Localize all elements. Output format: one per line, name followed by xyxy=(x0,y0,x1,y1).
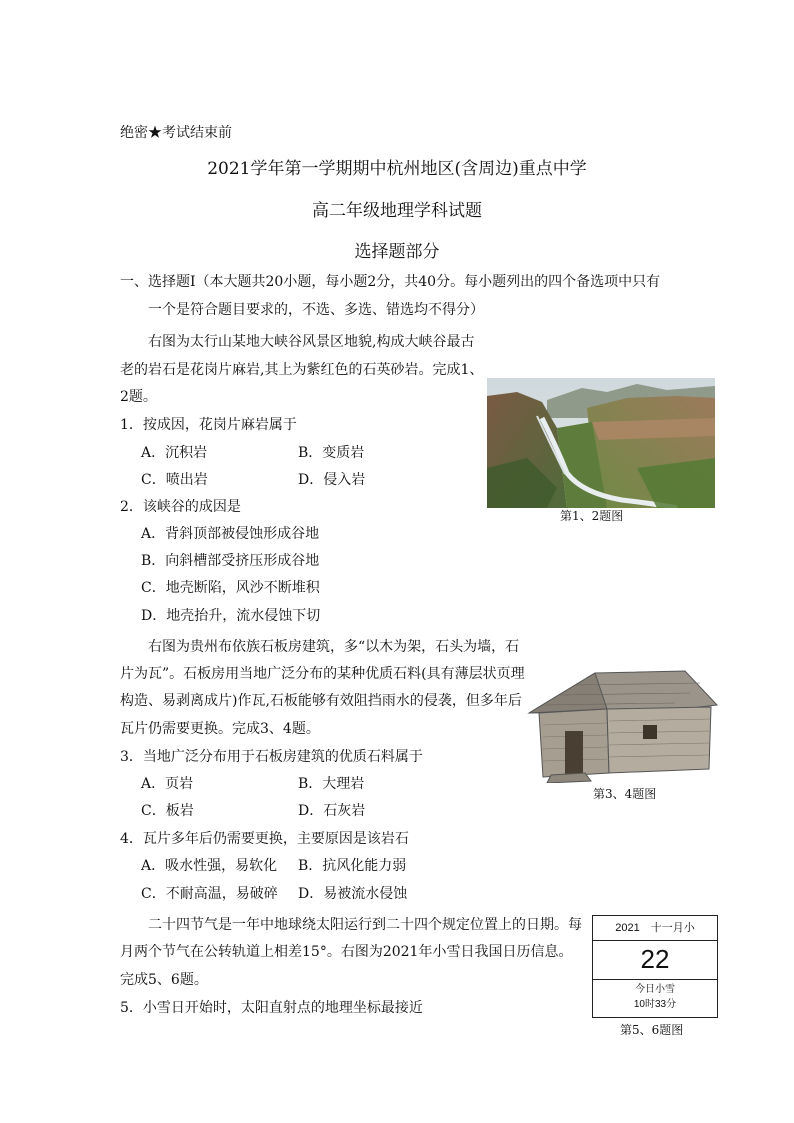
group2-intro-line-3: 构造、易剥离成片)作瓦,石板能够有效阻挡雨水的侵袭，但多年后 xyxy=(120,693,522,709)
group2-intro-line-1: 右图为贵州布依族石板房建筑，多“以木为架，石头为墙，石 xyxy=(148,639,520,655)
section-title: 选择题部分 xyxy=(354,242,440,262)
q4-option-c[interactable]: C．不耐高温，易破碎 xyxy=(141,886,278,902)
q3-option-d[interactable]: D．石灰岩 xyxy=(298,803,366,819)
exam-title: 2021学年第一学期期中杭州地区(含周边)重点中学 xyxy=(207,159,587,179)
group3-figure-caption: 第5、6题图 xyxy=(620,1023,684,1037)
q5-stem: 5．小雪日开始时，太阳直射点的地理坐标最接近 xyxy=(120,1000,423,1016)
q1-option-b[interactable]: B．变质岩 xyxy=(298,445,365,461)
stone-house-photo xyxy=(525,665,721,783)
group2-intro-line-4: 瓦片仍需要更换。完成3、4题。 xyxy=(120,721,320,737)
q4-option-a[interactable]: A．吸水性强，易软化 xyxy=(141,858,278,874)
group1-intro-line-1: 右图为太行山某地大峡谷风景区地貌,构成大峡谷最古 xyxy=(148,334,475,350)
q3-option-b[interactable]: B．大理岩 xyxy=(298,776,365,792)
calendar-time: 10时33分 xyxy=(633,999,677,1010)
exam-subtitle: 高二年级地理学科试题 xyxy=(312,201,482,221)
calendar-day: 22 xyxy=(640,944,670,974)
q1-stem: 1．按成因，花岗片麻岩属于 xyxy=(120,417,297,433)
group1-intro-line-2: 老的岩石是花岗片麻岩,其上为紫红色的石英砂岩。完成1、 xyxy=(120,362,484,378)
q1-option-a[interactable]: A．沉积岩 xyxy=(141,445,208,461)
group3-intro-line-2: 月两个节气在公转轨道上相差15°。右图为2021年小雪日我国日历信息。 xyxy=(120,944,573,960)
group1-figure-caption: 第1、2题图 xyxy=(560,509,624,523)
q3-option-c[interactable]: C．板岩 xyxy=(141,803,194,819)
q1-option-c[interactable]: C．喷出岩 xyxy=(141,472,208,488)
calendar-widget xyxy=(592,915,718,1018)
instructions-line-2: 一个是符合题目要求的，不选、多选、错选均不得分） xyxy=(148,302,484,318)
q4-option-b[interactable]: B．抗风化能力弱 xyxy=(298,858,407,874)
confidential-mark: 绝密★考试结束前 xyxy=(120,125,232,141)
q2-option-a[interactable]: A．背斜顶部被侵蚀形成谷地 xyxy=(141,526,320,542)
q4-stem: 4．瓦片多年后仍需要更换，主要原因是该岩石 xyxy=(120,831,409,847)
calendar-divider xyxy=(593,979,717,980)
group1-intro-line-3: 2题。 xyxy=(120,389,157,405)
group3-intro-line-1: 二十四节气是一年中地球绕太阳运行到二十四个规定位置上的日期。每 xyxy=(148,917,582,933)
group2-intro-line-2: 片为瓦”。石板房用当地广泛分布的某种优质石料(具有薄层状页理 xyxy=(120,666,525,682)
calendar-solar-term: 今日小雪 xyxy=(635,984,675,995)
calendar-header: 2021 十一月小 xyxy=(593,916,717,941)
q2-option-c[interactable]: C．地壳断陷，风沙不断堆积 xyxy=(141,580,320,596)
q1-option-d[interactable]: D．侵入岩 xyxy=(298,472,366,488)
canyon-photo xyxy=(487,378,715,508)
q4-option-d[interactable]: D．易被流水侵蚀 xyxy=(298,886,408,902)
q2-stem: 2．该峡谷的成因是 xyxy=(120,499,241,515)
group2-figure-caption: 第3、4题图 xyxy=(593,787,657,801)
group3-intro-line-3: 完成5、6题。 xyxy=(120,972,208,988)
instructions-line-1: 一、选择题Ⅰ（本大题共20小题，每小题2分，共40分。每小题列出的四个备选项中只有 xyxy=(120,274,661,290)
q2-option-b[interactable]: B．向斜槽部受挤压形成谷地 xyxy=(141,553,320,569)
q2-option-d[interactable]: D．地壳抬升，流水侵蚀下切 xyxy=(141,608,321,624)
q3-option-a[interactable]: A．页岩 xyxy=(141,776,194,792)
q3-stem: 3．当地广泛分布用于石板房建筑的优质石料属于 xyxy=(120,749,423,765)
